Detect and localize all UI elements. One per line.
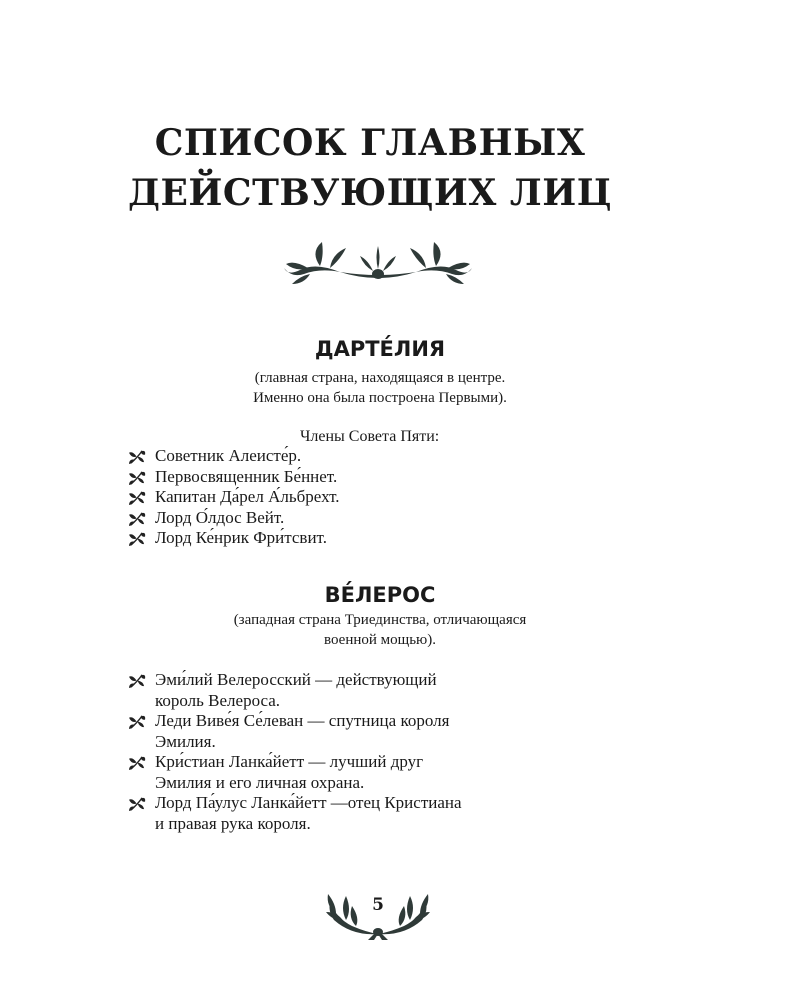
entry-text: Эмилия и его личная охрана. <box>155 772 365 792</box>
leaf-bullet-icon <box>128 795 147 812</box>
description-line: (западная страна Триединства, отличающаяся <box>233 612 527 628</box>
entry-text: и правая рука короля. <box>155 813 311 833</box>
section-description <box>0 610 760 650</box>
leaf-bullet-icon <box>128 713 147 730</box>
entry-text: Эми́лий Велеросский — действующий <box>155 670 437 689</box>
list-item <box>128 508 340 529</box>
section-title-veleros: ВЕ́ЛЕРОС <box>324 583 436 607</box>
entry-text: Советник Алеисте́р. <box>155 446 302 465</box>
list-item <box>128 467 340 488</box>
entry-text: Лорд Ке́нрик Фри́тсвит. <box>155 528 327 547</box>
entry-text: Первосвященник Бе́ннет. <box>155 466 338 486</box>
page-title <box>0 118 740 218</box>
entry-text: Капитан Да́рел А́льбрехт. <box>155 487 340 506</box>
list-item <box>128 670 462 711</box>
description-line: (главная страна, находящаяся в центре. <box>254 370 506 386</box>
leaf-bullet-icon <box>128 672 147 689</box>
entry-text: Эмилия. <box>155 731 216 751</box>
page-number: 5 <box>372 895 384 915</box>
page-title-line: СПИСОК ГЛАВНЫХ <box>154 122 586 164</box>
leaf-bullet-icon <box>128 469 147 486</box>
list-item <box>128 711 462 752</box>
list-item <box>128 528 340 549</box>
section-title-dartelia: ДАРТЕ́ЛИЯ <box>314 337 446 361</box>
leaf-bullet-icon <box>128 754 147 771</box>
description-line: Именно она была построена Первыми). <box>253 390 507 406</box>
entry-text: король Велероса. <box>155 690 281 710</box>
council-label: Члены Совета Пяти: <box>300 428 440 445</box>
entry-text: Лорд Па́улус Ланка́йетт —отец Кристиана <box>155 793 462 812</box>
leaf-bullet-icon <box>128 530 147 547</box>
section-description <box>0 368 760 408</box>
leaf-bullet-icon <box>128 448 147 465</box>
leaf-bullet-icon <box>128 510 147 527</box>
description-line: военной мощью). <box>324 632 436 648</box>
list-item <box>128 446 340 467</box>
entry-text: Лорд О́лдос Вейт. <box>155 507 285 527</box>
list-item <box>128 487 340 508</box>
floral-ornament-icon <box>280 238 476 288</box>
character-list <box>128 446 340 549</box>
list-item <box>128 793 462 834</box>
page-title-line: ДЕЙСТВУЮЩИХ ЛИЦ <box>127 172 613 214</box>
entry-text: Кри́стиан Ланка́йетт — лучший друг <box>155 752 424 771</box>
entry-text: Леди Виве́я Се́леван — спутница короля <box>155 711 450 730</box>
character-list <box>128 670 462 834</box>
leaf-bullet-icon <box>128 489 147 506</box>
list-item <box>128 752 462 793</box>
